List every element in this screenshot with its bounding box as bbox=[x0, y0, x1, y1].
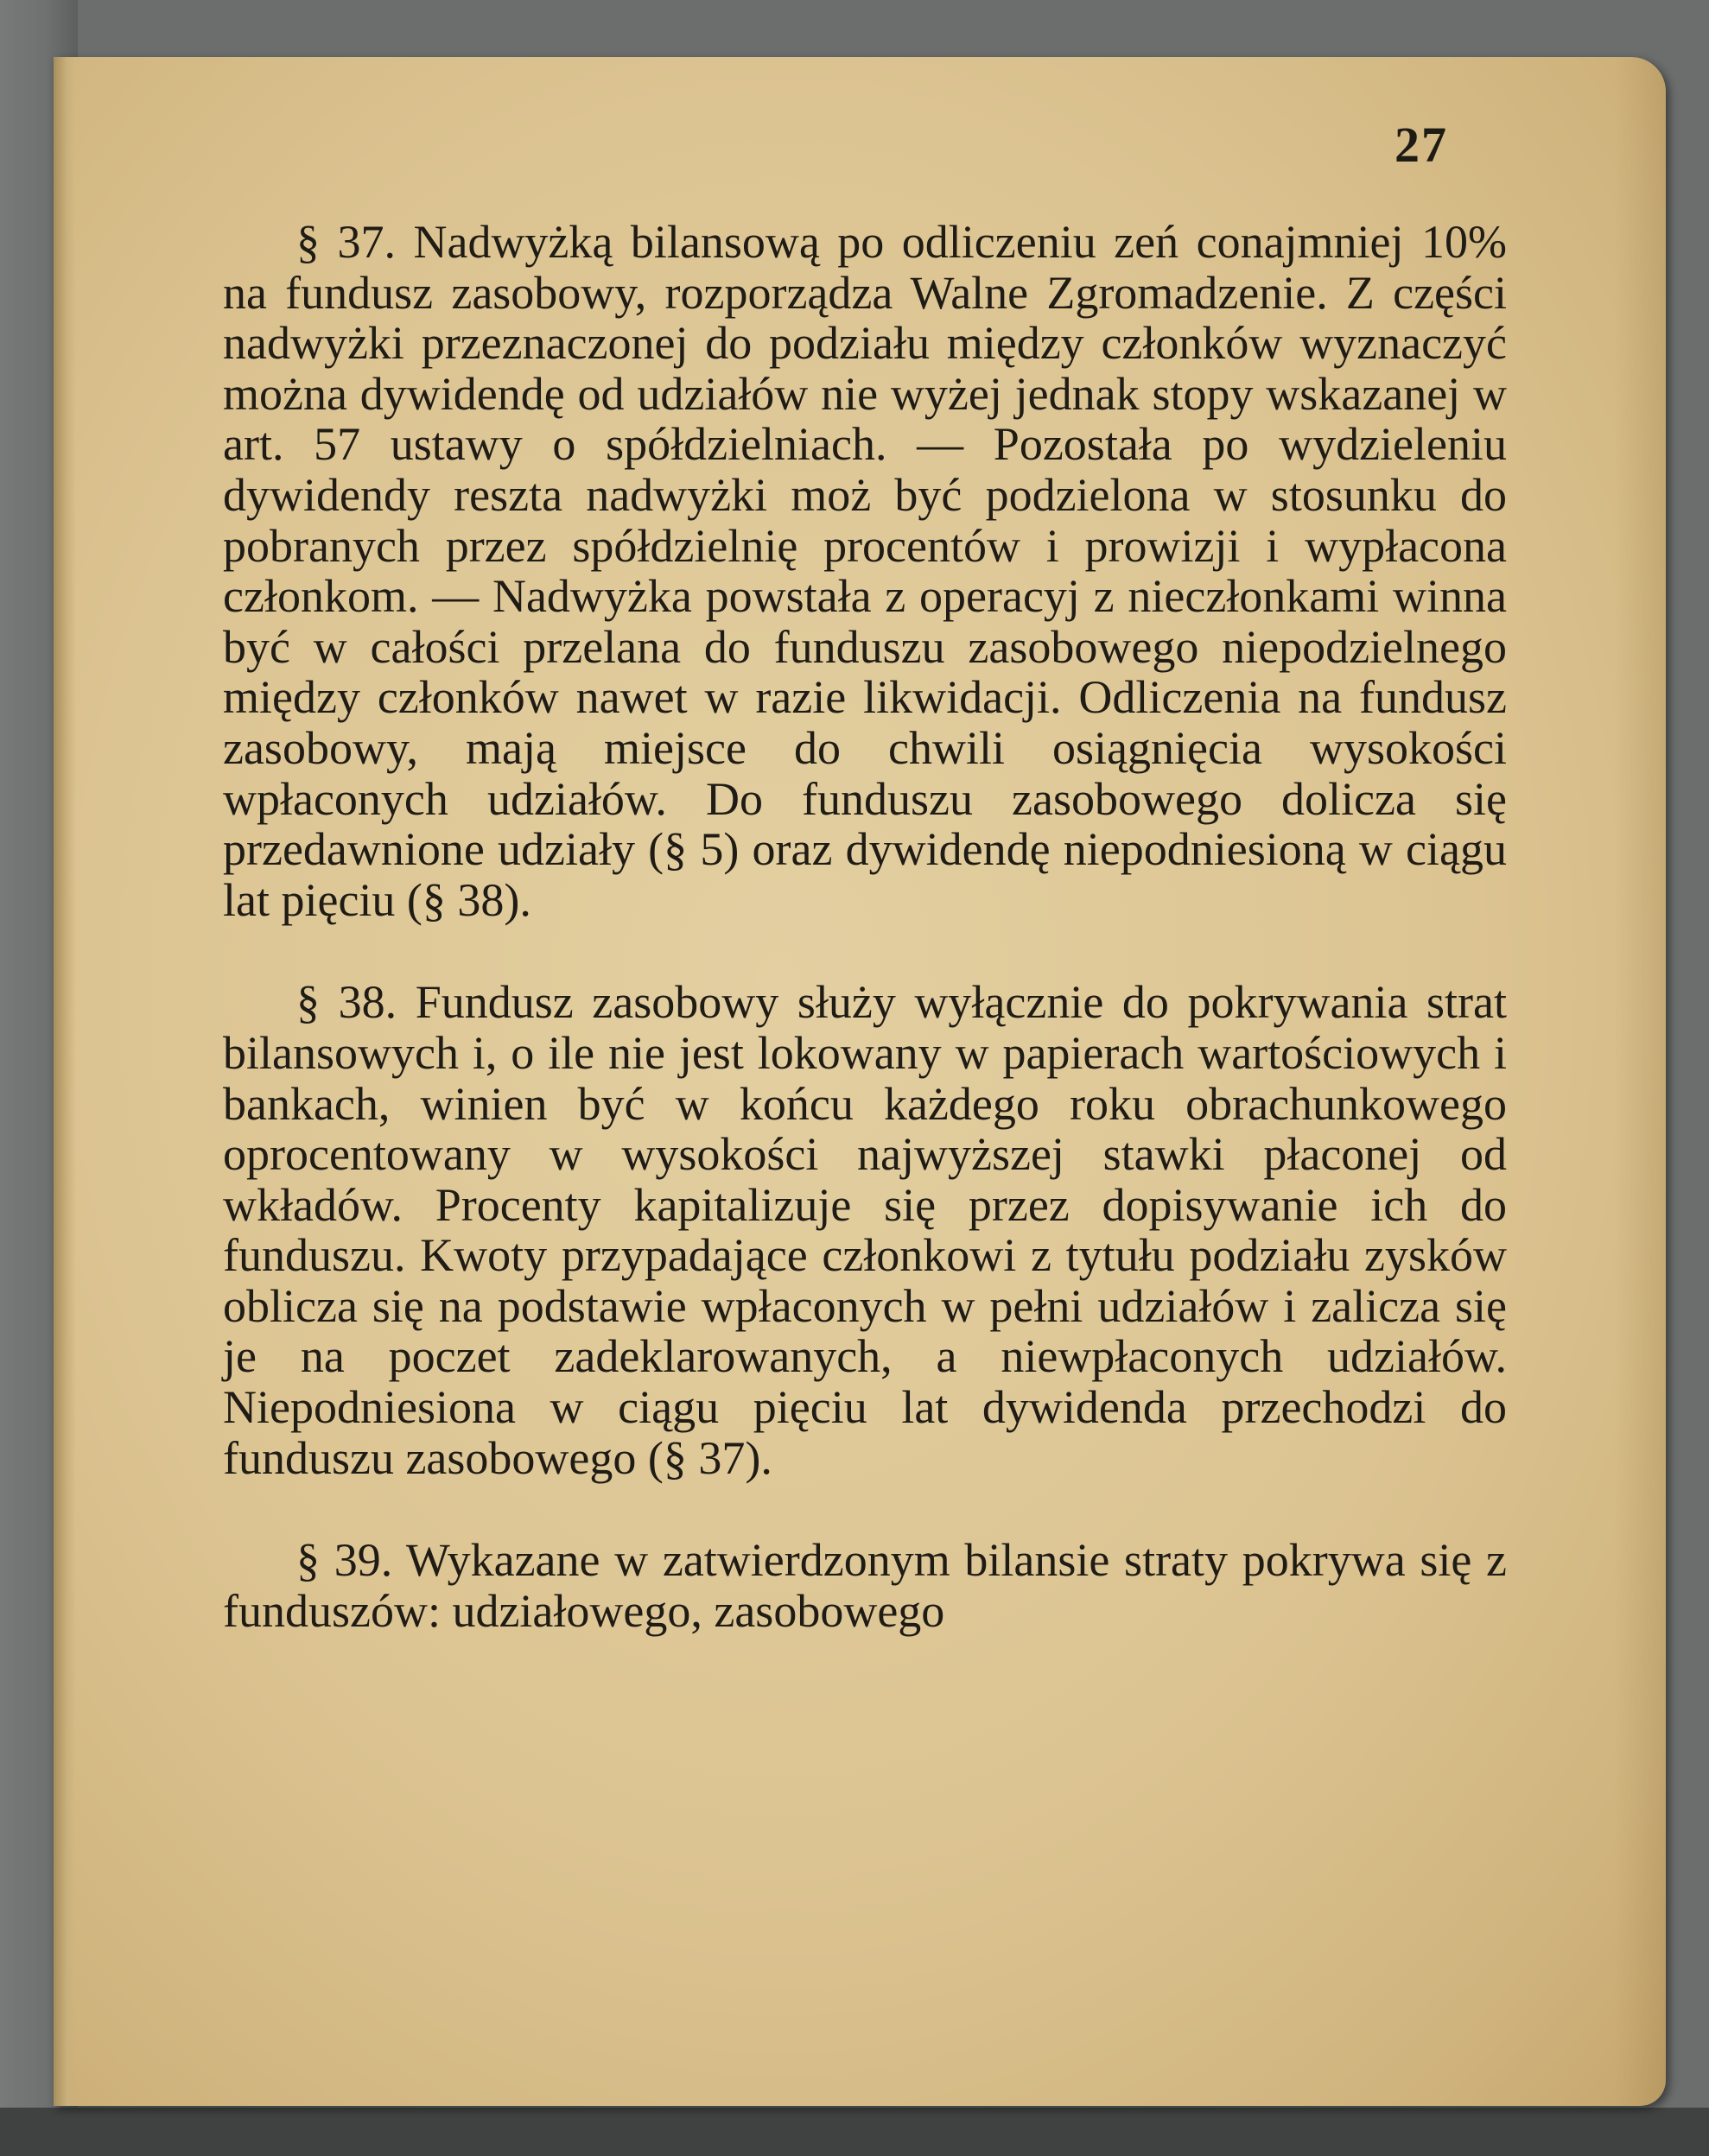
paragraph-section-39: § 39. Wykazane w zatwierdzonym bilansie straty pokrywa się z funduszów: udziałowego, zasobowego bbox=[223, 1534, 1507, 1637]
paragraph-section-37: § 37. Nadwyżką bilansową po odliczeniu zeń conajmniej 10% na fundusz zasobowy, rozporządza Walne Zgromadzenie. Z części nadwyżki przeznaczonej do podziału między członków wyznaczyć można dywidendę od udziałów nie wyżej jednak stopy wskazanej w art. 57 ustawy o spółdzielniach. — Pozostała po wydzieleniu dywidendy reszta nadwyżki moż być podzielona w stosunku do pobranych przez spółdzielnię procentów i prowizji i wypłacona członkom. — Nadwyżka powstała z operacyj z nieczłonkami winna być w całości przelana do funduszu zasobowego niepodzielnego między członków nawet w razie likwidacji. Odliczenia na fundusz zasobowy, mają miejsce do chwili osiągnięcia wysokości wpłaconych udziałów. Do funduszu zasobowego dolicza się przedawnione udziały (§ 5) oraz dywidendę niepodniesioną w ciągu lat pięciu (§ 38). bbox=[223, 216, 1507, 926]
book-page bbox=[54, 57, 1666, 2106]
scan-bottom-edge bbox=[0, 2108, 1709, 2156]
page-edge-shadow bbox=[1614, 57, 1666, 2106]
paragraph-section-38: § 38. Fundusz zasobowy służy wyłącznie do pokrywania strat bilansowych i, o ile nie jest lokowany w papierach wartościowych i bankach, winien być w końcu każdego roku obrachunkowego oprocentowany w wysokości najwyższej stawki płaconej od wkładów. Procenty kapitalizuje się przez dopisywanie ich do funduszu. Kwoty przypadające członkowi z tytułu podziału zysków oblicza się na podstawie wpłaconych w pełni udziałów i zalicza się je na poczet zadeklarowanych, a niewpłaconych udziałów. Niepodniesiona w ciągu pięciu lat dywidenda przechodzi do funduszu zasobowego (§ 37). bbox=[223, 976, 1507, 1484]
page-gutter-shadow bbox=[54, 57, 76, 2106]
page-text-block bbox=[223, 217, 1507, 1636]
page-number: 27 bbox=[1395, 117, 1448, 173]
